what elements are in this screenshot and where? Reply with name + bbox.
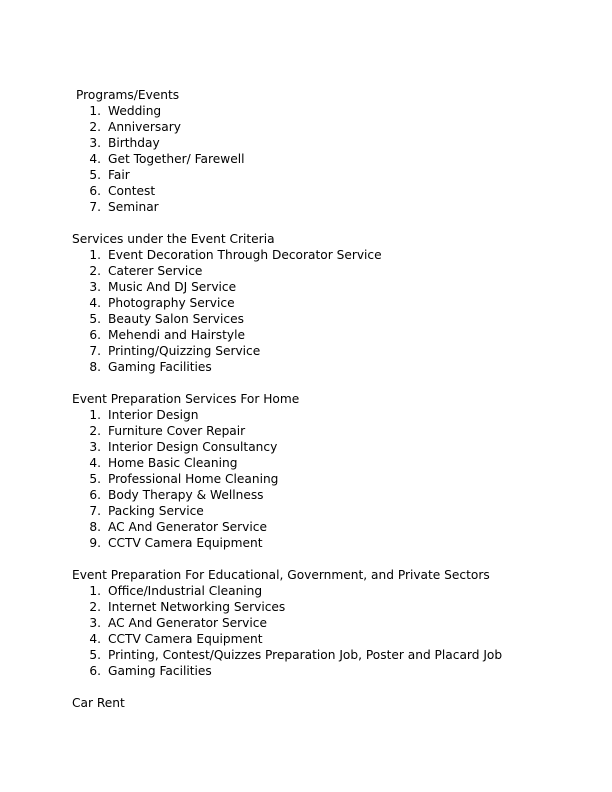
list-text: Photography Service (108, 296, 235, 310)
list-text: Beauty Salon Services (108, 312, 244, 326)
programs-events-list (72, 103, 592, 215)
list-item (72, 151, 592, 167)
paragraph-spacer (72, 551, 592, 567)
list-number: 6. (89, 664, 101, 678)
paragraph-spacer (72, 679, 592, 695)
list-text: Get Together/ Farewell (108, 152, 245, 166)
list-text: Gaming Facilities (108, 360, 212, 374)
list-number: 1. (89, 584, 101, 598)
list-item (72, 295, 592, 311)
list-number: 5. (89, 648, 101, 662)
list-text: Furniture Cover Repair (108, 424, 246, 438)
list-number: 7. (89, 200, 101, 214)
list-number: 2. (89, 600, 101, 614)
list-text: Anniversary (108, 120, 181, 134)
list-text: Event Decoration Through Decorator Service (108, 248, 382, 262)
list-text: Caterer Service (108, 264, 203, 278)
section-heading-sector-services: Event Preparation For Educational, Government, and Private Sectors (72, 568, 490, 582)
list-item (72, 135, 592, 151)
paragraph-spacer (72, 215, 592, 231)
list-number: 3. (89, 136, 101, 150)
list-number: 3. (89, 280, 101, 294)
list-number: 5. (89, 312, 101, 326)
list-item (72, 183, 592, 199)
list-text: Contest (108, 184, 156, 198)
list-text: Interior Design (108, 408, 199, 422)
list-text: Seminar (108, 200, 159, 214)
list-item (72, 167, 592, 183)
list-number: 4. (89, 296, 101, 310)
list-text: Internet Networking Services (108, 600, 286, 614)
list-number: 4. (89, 456, 101, 470)
list-number: 3. (89, 616, 101, 630)
list-text: CCTV Camera Equipment (108, 632, 263, 646)
list-text: Home Basic Cleaning (108, 456, 238, 470)
list-text: Interior Design Consultancy (108, 440, 278, 454)
list-item (72, 423, 592, 439)
list-number: 5. (89, 472, 101, 486)
list-item (72, 519, 592, 535)
list-item (72, 471, 592, 487)
list-number: 7. (89, 504, 101, 518)
list-item (72, 343, 592, 359)
list-number: 3. (89, 440, 101, 454)
list-number: 6. (89, 488, 101, 502)
paragraph-spacer (72, 375, 592, 391)
list-text: Fair (108, 168, 130, 182)
list-number: 4. (89, 632, 101, 646)
list-item (72, 407, 592, 423)
list-item (72, 119, 592, 135)
home-services-list (72, 407, 592, 551)
list-item (72, 327, 592, 343)
list-number: 6. (89, 184, 101, 198)
list-item (72, 279, 592, 295)
list-text: Wedding (108, 104, 162, 118)
list-number: 9. (89, 536, 101, 550)
list-text: AC And Generator Service (108, 520, 267, 534)
list-item (72, 503, 592, 519)
list-number: 8. (89, 520, 101, 534)
list-text: Body Therapy & Wellness (108, 488, 264, 502)
list-item (72, 199, 592, 215)
list-number: 4. (89, 152, 101, 166)
list-number: 1. (89, 408, 101, 422)
list-text: Printing/Quizzing Service (108, 344, 261, 358)
list-item (72, 455, 592, 471)
list-item (72, 631, 592, 647)
section-heading-car-rent: Car Rent (72, 696, 125, 710)
list-item (72, 663, 592, 679)
list-text: Printing, Contest/Quizzes Preparation Job, Poster and Placard Job (108, 648, 503, 662)
list-number: 2. (89, 424, 101, 438)
event-services-list (72, 247, 592, 375)
list-text: Mehendi and Hairstyle (108, 328, 246, 342)
list-number: 2. (89, 264, 101, 278)
sector-services-list (72, 583, 592, 679)
list-number: 1. (89, 248, 101, 262)
list-number: 5. (89, 168, 101, 182)
list-item (72, 535, 592, 551)
document-content (72, 87, 592, 711)
list-item (72, 311, 592, 327)
list-text: Birthday (108, 136, 160, 150)
list-text: CCTV Camera Equipment (108, 536, 263, 550)
list-number: 6. (89, 328, 101, 342)
section-heading-event-services: Services under the Event Criteria (72, 232, 275, 246)
list-text: Gaming Facilities (108, 664, 212, 678)
list-number: 7. (89, 344, 101, 358)
list-text: Music And DJ Service (108, 280, 237, 294)
list-item (72, 263, 592, 279)
list-item (72, 647, 592, 663)
list-number: 2. (89, 120, 101, 134)
list-item (72, 599, 592, 615)
list-item (72, 247, 592, 263)
list-text: Office/Industrial Cleaning (108, 584, 263, 598)
section-heading-programs-events: Programs/Events (76, 88, 180, 102)
list-item (72, 583, 592, 599)
list-number: 1. (89, 104, 101, 118)
list-item (72, 359, 592, 375)
list-text: AC And Generator Service (108, 616, 267, 630)
list-text: Professional Home Cleaning (108, 472, 279, 486)
list-item (72, 615, 592, 631)
list-text: Packing Service (108, 504, 204, 518)
list-number: 8. (89, 360, 101, 374)
list-item (72, 439, 592, 455)
section-heading-home-services: Event Preparation Services For Home (72, 392, 300, 406)
list-item (72, 487, 592, 503)
list-item (72, 103, 592, 119)
